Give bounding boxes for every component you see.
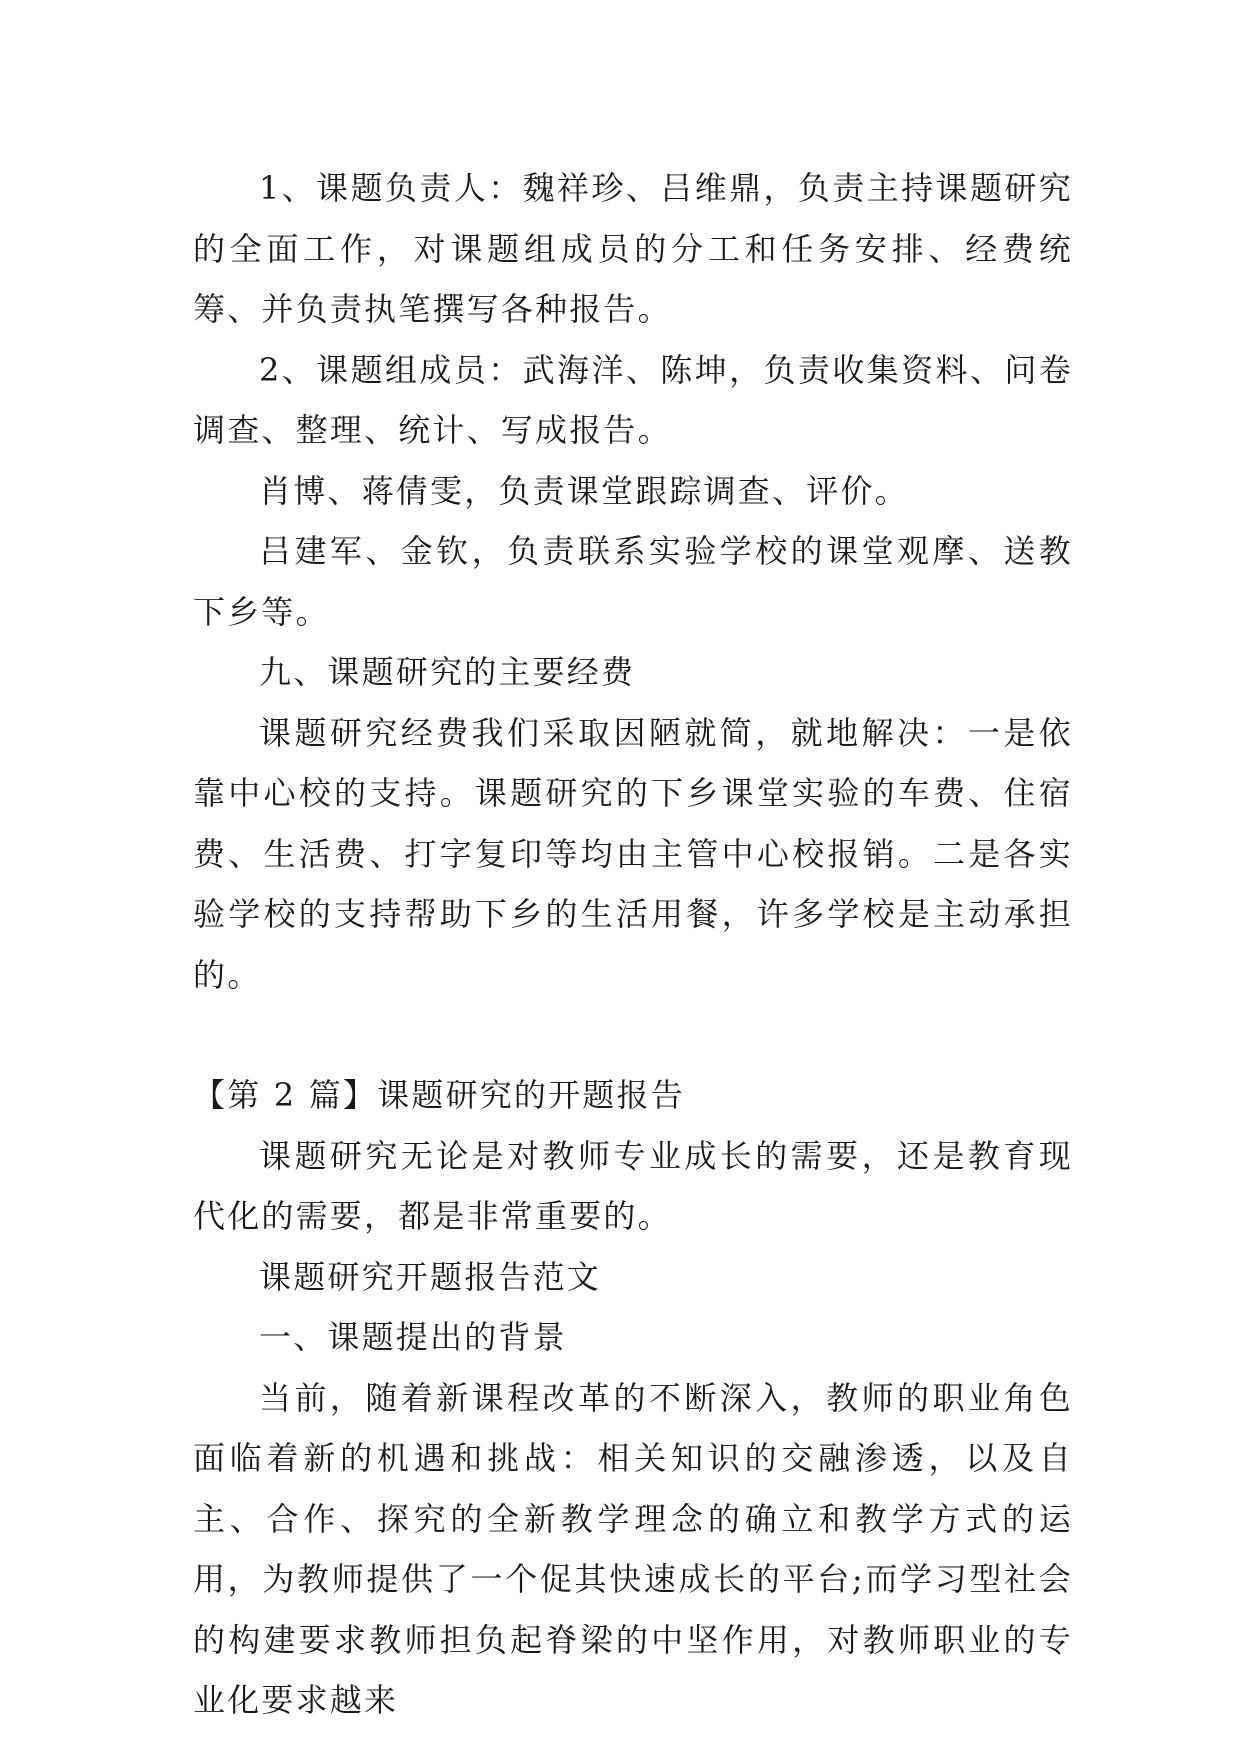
paragraph-funding: 课题研究经费我们采取因陋就简，就地解决：一是依靠中心校的支持。课题研究的下乡课堂实验的车费、住宿费、生活费、打字复印等均由主管中心校报销。二是各实验学校的支持帮助下乡的生活用餐，许多学校是主动承担的。 — [193, 713, 1073, 994]
heading-sample-report: 课题研究开题报告范文 — [259, 1257, 602, 1296]
heading-funding: 九、课题研究的主要经费 — [259, 653, 636, 691]
paragraph-background: 当前，随着新课程改革的不断深入，教师的职业角色面临着新的机遇和挑战：相关知识的交融渗透，以及自主、合作、探究的全新教学理念的确立和教学方式的运用，为教师提供了一个促其快速成长的平台;而学习型社会的构建要求教师担负起脊梁的中坚作用，对教师职业的专业化要求越来 — [193, 1378, 1073, 1719]
heading-background: 一、课题提出的背景 — [259, 1318, 567, 1356]
paragraph-school-liaison: 吕建军、金钦，负责联系实验学校的课堂观摩、送教下乡等。 — [193, 532, 1073, 631]
paragraph-intro: 课题研究无论是对教师专业成长的需要，还是教育现代化的需要，都是非常重要的。 — [193, 1136, 1073, 1235]
document-body — [193, 158, 1073, 1731]
paragraph-project-leaders: 1、课题负责人：魏祥珍、吕维鼎，负责主持课题研究的全面工作，对课题组成员的分工和任务安排、经费统筹、并负责执笔撰写各种报告。 — [193, 169, 1073, 328]
section-gap — [193, 1005, 1073, 1065]
paragraph-project-members: 2、课题组成员：武海洋、陈坤，负责收集资料、问卷调查、整理、统计、写成报告。 — [193, 350, 1073, 449]
section-heading: 【第 2 篇】课题研究的开题报告 — [193, 1076, 685, 1114]
paragraph-classroom-tracking: 肖博、蒋倩雯，负责课堂跟踪调查、评价。 — [259, 471, 909, 510]
